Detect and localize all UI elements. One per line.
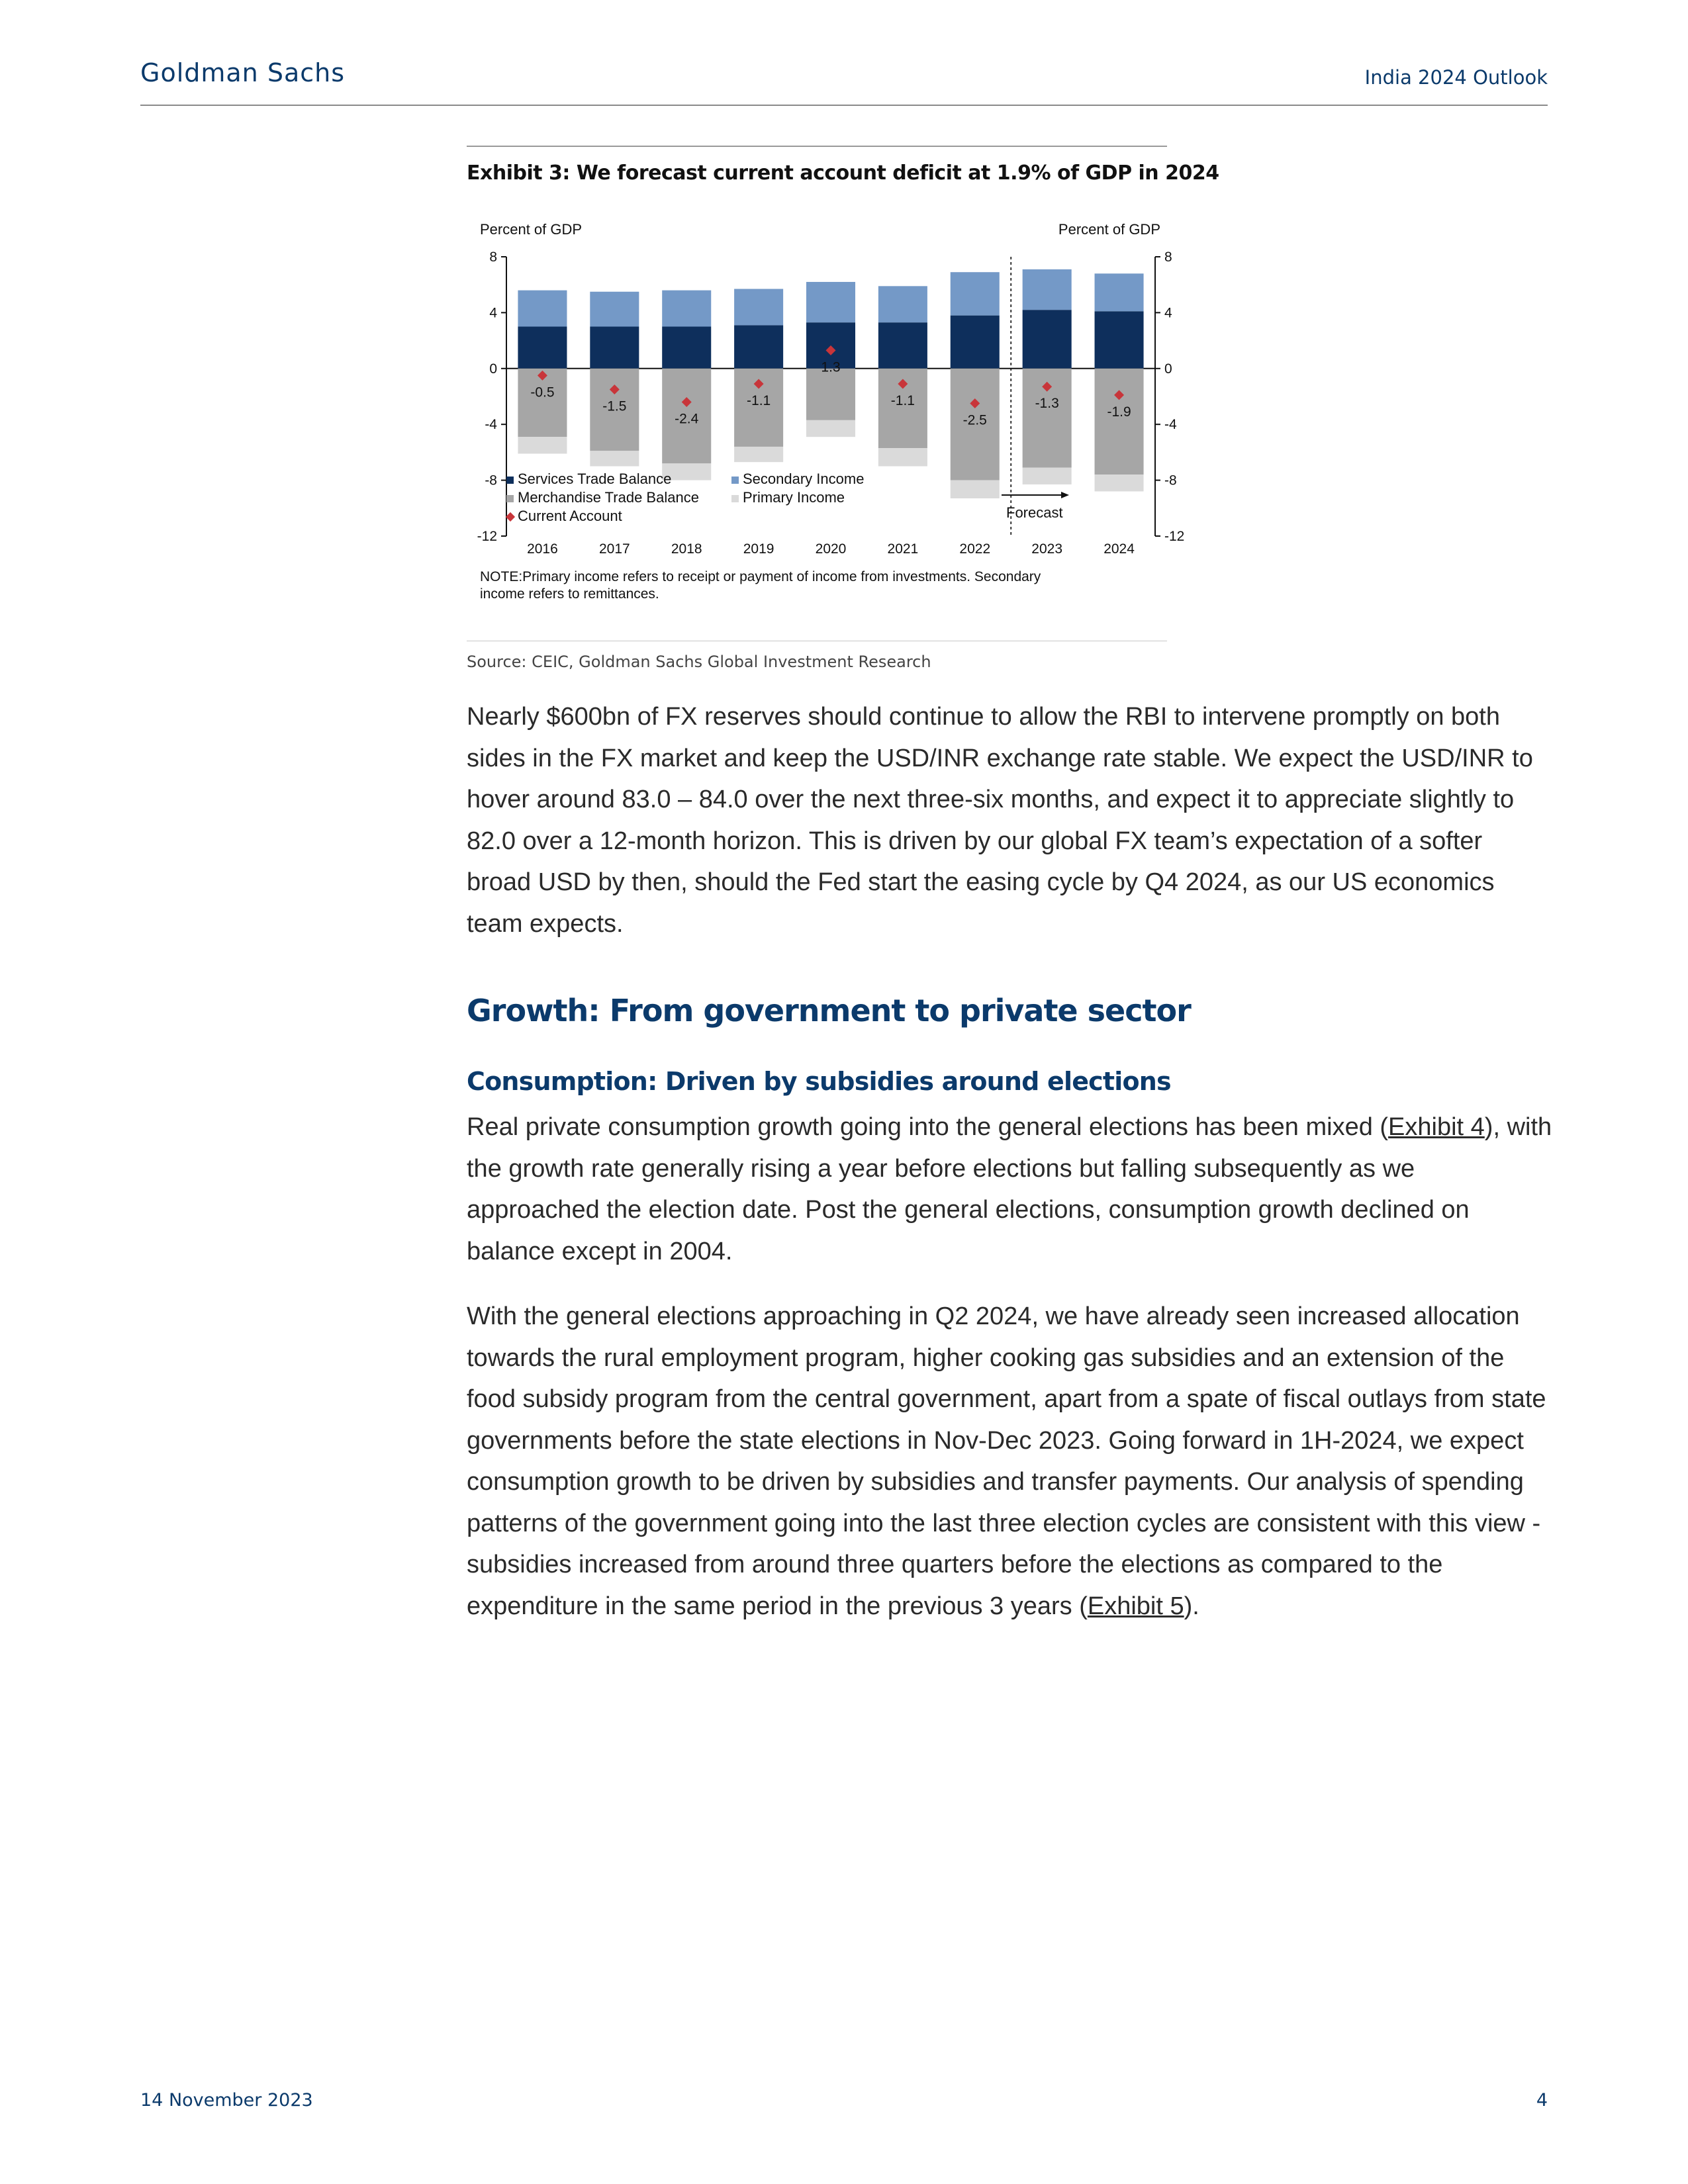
exhibit-4-link[interactable]: Exhibit 4: [1388, 1113, 1485, 1141]
exhibit-top-divider: [467, 146, 1167, 147]
data-label-2024: -1.9: [1107, 404, 1131, 420]
bar-services-2023: [1023, 310, 1072, 369]
footer-date: 14 November 2023: [140, 2090, 313, 2111]
legend-label-current-account: Current Account: [518, 508, 622, 524]
bar-secondary-income-2016: [518, 291, 567, 327]
bar-services-2018: [662, 327, 711, 369]
legend-label-services: Services Trade Balance: [518, 471, 672, 487]
x-tick-label-2019: 2019: [743, 541, 774, 557]
y-tick-label-left: -4: [485, 417, 497, 433]
y-tick-label-right: 8: [1164, 250, 1172, 265]
data-label-2018: -2.4: [675, 411, 699, 427]
y-axis-title-right: Percent of GDP: [1058, 221, 1160, 238]
fx-reserves-paragraph: Nearly $600bn of FX reserves should continue to allow the RBI to intervene promptly on both sides in the FX market and keep the USD/INR exchange rate stable. We expect the USD/INR to hover around 83.0 – 84.0 over the next three-six months, and expect it to appreciate slightly to 82.0 over a 12-month horizon. This is driven by our global FX team’s expectation of a softer broad USD by then, should the Fed start the easing cycle by Q4 2024, as our US economics team expects.: [467, 703, 1533, 938]
bar-primary-income-2022: [951, 480, 1000, 498]
y-tick-label-left: -12: [477, 529, 497, 544]
subsidies-paragraph: [467, 1296, 1552, 1627]
bar-services-2021: [878, 322, 927, 369]
legend-label-primary: Primary Income: [743, 489, 845, 506]
legend-label-secondary: Secondary Income: [743, 471, 865, 487]
bar-secondary-income-2024: [1095, 273, 1144, 311]
bar-primary-income-2024: [1095, 475, 1144, 491]
bar-services-2024: [1095, 311, 1144, 369]
subsidies-text-end: ).: [1184, 1592, 1199, 1620]
y-tick-label-left: 4: [489, 305, 497, 321]
bar-primary-income-2019: [734, 447, 783, 462]
bar-services-2019: [734, 325, 783, 368]
x-tick-label-2021: 2021: [887, 541, 919, 557]
bar-primary-income-2023: [1023, 468, 1072, 484]
x-tick-label-2017: 2017: [598, 541, 630, 557]
chart-note: NOTE:Primary income refers to receipt or payment of income from investments. Secondary income refers to remittances.: [480, 569, 1041, 602]
bar-secondary-income-2018: [662, 291, 711, 327]
page-number: 4: [1536, 2090, 1548, 2111]
x-tick-label-2023: 2023: [1031, 541, 1063, 557]
bar-services-2022: [951, 316, 1000, 369]
data-label-2022: -2.5: [962, 412, 987, 428]
legend-label-merchandise: Merchandise Trade Balance: [518, 489, 699, 506]
data-label-2021: -1.1: [890, 393, 915, 409]
forecast-arrow-head: [1061, 492, 1069, 498]
subsidies-text-start: With the general elections approaching in Q2 2024, we have already seen increased allocation towards the rural employment program, higher cooking gas subsidies and an extension of the food subsidy program from the central government, apart from a spate of fiscal outlays from state governments before the state elections in Nov-Dec 2023. Going forward in 1H-2024, we expect consumption growth to be driven by subsidies and transfer payments. Our analysis of spending patterns of the government going into the last three election cycles are consistent with this view - subsidies increased from around three quarters before the elections as compared to the expenditure in the same period in the previous 3 years (: [467, 1302, 1546, 1620]
header-divider: [140, 105, 1548, 106]
data-label-2017: -1.5: [602, 398, 627, 414]
legend-swatch-secondary: [731, 477, 739, 484]
x-tick-label-2024: 2024: [1103, 541, 1135, 557]
section-heading: Growth: From government to private sector: [467, 993, 1191, 1028]
bar-merchandise-2024: [1095, 369, 1144, 475]
bar-primary-income-2016: [518, 437, 567, 453]
y-tick-label-left: -8: [485, 473, 497, 488]
bar-secondary-income-2022: [951, 272, 1000, 315]
legend-swatch-merchandise: [506, 495, 514, 502]
y-tick-label-right: 4: [1164, 305, 1172, 321]
y-tick-label-right: -8: [1164, 473, 1177, 488]
exhibit-source: Source: CEIC, Goldman Sachs Global Investment Research: [467, 653, 931, 671]
consumption-text-start: Real private consumption growth going into the general elections has been mixed (: [467, 1113, 1389, 1141]
legend-swatch-current-account: [506, 512, 515, 522]
y-tick-label-right: 0: [1164, 361, 1172, 377]
legend-swatch-services: [506, 477, 514, 484]
bar-merchandise-2020: [806, 369, 855, 420]
current-account-chart: [467, 212, 1185, 609]
legend-swatch-primary: [731, 495, 739, 502]
bar-secondary-income-2017: [590, 292, 639, 327]
bar-primary-income-2017: [590, 451, 639, 466]
data-label-2016: -0.5: [530, 385, 555, 400]
bar-services-2016: [518, 327, 567, 369]
y-tick-label-right: -4: [1164, 417, 1177, 433]
consumption-text-end: ), with the growth rate generally rising a year before elections but falling subsequently as we approached the election date. Post the general elections, consumption growth declined on balance except in 2004.: [467, 1113, 1552, 1265]
data-label-2023: -1.3: [1035, 396, 1059, 412]
x-tick-label-2020: 2020: [815, 541, 847, 557]
x-tick-label-2016: 2016: [527, 541, 558, 557]
bar-secondary-income-2021: [878, 286, 927, 322]
exhibit-5-link[interactable]: Exhibit 5: [1087, 1592, 1184, 1620]
bar-primary-income-2020: [806, 420, 855, 437]
bar-primary-income-2021: [878, 448, 927, 466]
data-label-2019: -1.1: [747, 393, 771, 409]
bar-secondary-income-2020: [806, 282, 855, 322]
bar-secondary-income-2019: [734, 289, 783, 326]
x-tick-label-2018: 2018: [671, 541, 702, 557]
bar-secondary-income-2023: [1023, 269, 1072, 310]
x-tick-label-2022: 2022: [959, 541, 991, 557]
data-label-2020: 1.3: [821, 359, 841, 375]
subsection-heading: Consumption: Driven by subsidies around elections: [467, 1067, 1171, 1096]
report-title: India 2024 Outlook: [1364, 66, 1548, 89]
y-tick-label-left: 8: [489, 250, 497, 265]
forecast-label: Forecast: [1006, 504, 1063, 521]
y-tick-label-right: -12: [1164, 529, 1185, 544]
bar-services-2017: [590, 327, 639, 369]
consumption-paragraph: [467, 1107, 1552, 1272]
y-axis-title-left: Percent of GDP: [480, 221, 583, 238]
exhibit-title: Exhibit 3: We forecast current account deficit at 1.9% of GDP in 2024: [467, 161, 1219, 185]
brand-name: Goldman Sachs: [140, 58, 346, 87]
y-tick-label-left: 0: [489, 361, 497, 377]
forecast-annotation: [1002, 492, 1069, 521]
